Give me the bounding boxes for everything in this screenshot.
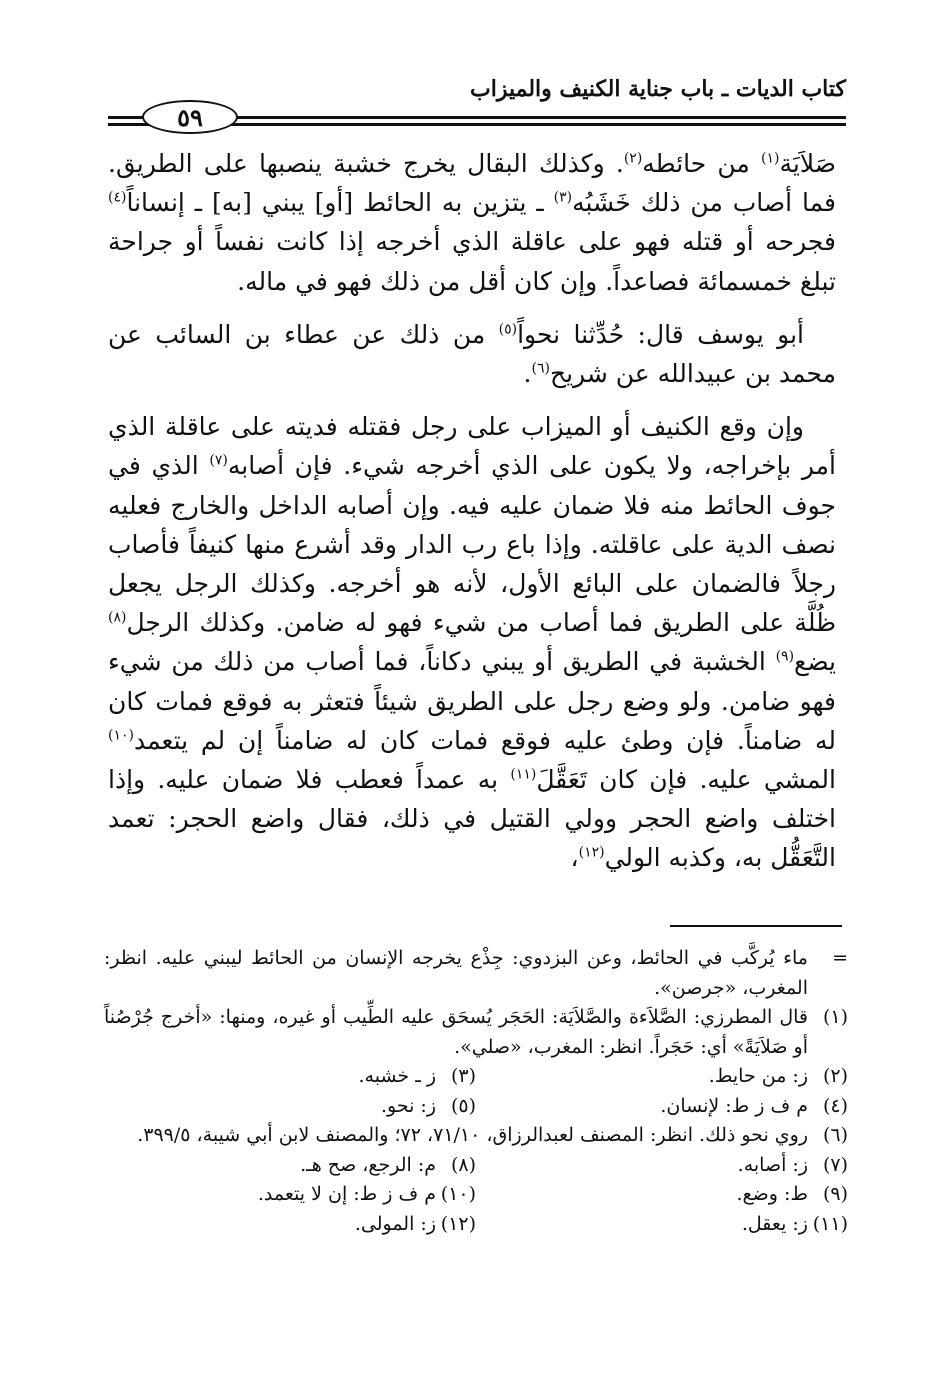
footnote-text: ط: وضع. [736,1183,808,1205]
footnote-number: (٤) [822,1094,848,1117]
footnote-text: روي نحو ذلك. انظر: المصنف لعبدالرزاق، ٧١/١٠، ٧٢؛ والمصنف لابن أبي شيبة، ٣٩٩/٥. [137,1124,808,1146]
footnote-marker: (٦) [531,360,550,377]
footnote-marker: (٢) [623,150,643,167]
text-run: من حائطه [642,149,762,178]
text-run: . وكذلك البقال يخرج خشبة ينصبها على الطريق. فما أصاب من ذلك خَشَبُه [108,149,836,218]
footnote-text: قال المطرزي: الصَّلاَءة والصَّلاَيَة: الحَجَر يُسحَق عليه الطِّيب أو غيره، ومنها: «أخرج جُرْصُناً أو صَلاَيَةً» أي: حَجَراً. انظر: المغرب، «صلي». [104,1006,808,1058]
text-run: الذي في جوف الحائط منه فلا ضمان عليه فيه. وإن أصابه الداخل والخارج فعليه نصف الدية على عاقلته. وإذا باع رب الدار وقد أشرع منها كنيفاً فأصاب رجلاً فالضمان على البائع الأول، لأنه هو أخرجه. وكذلك الرجل يجعل ظُلَّة على الطريق فما أصاب من شيء فهو له ضامن. وكذلك الرجل [108,451,836,638]
footnote-number: (٨) [450,1153,476,1176]
paragraph [108,315,836,393]
footnote-5 [104,1092,476,1122]
footnote-marker: (٣) [553,189,573,206]
footnote-8 [104,1151,476,1181]
footnote-number: (١١) [812,1212,848,1235]
footnote-number: (٧) [822,1153,848,1176]
text-run: ، [570,843,579,873]
main-text [108,144,836,878]
footnote-number: (٦) [822,1124,848,1146]
footnote-12 [104,1210,476,1240]
text-run: . [523,359,532,389]
footnote-number: (١٢) [440,1212,476,1235]
footnotes [104,944,848,1239]
footnote-9 [476,1180,848,1210]
text-run: صَلاَيَة [779,149,836,178]
footnote-1 [104,1003,848,1062]
footnote-marker: (١١) [510,766,537,783]
page-number: ٥٩ [177,102,203,132]
page-header [108,76,846,134]
text-run: فجرحه أو قتله فهو على عاقلة الذي أخرجه إذا كانت نفساً أو جراحة تبلغ خمسمائة فصاعداً. وإن كان أقل من ذلك فهو في ماله. [108,227,836,296]
footnote-11 [476,1210,848,1240]
footnote-marker: (٧) [209,453,228,470]
footnote-4 [476,1092,848,1122]
footnote-row [104,1062,848,1092]
footnote-continuation [104,944,848,1003]
text-run: المشي عليه. فإن كان تَعَقَّلَ [536,765,836,795]
footnote-row [104,1151,848,1181]
footnote-marker: (١٢) [578,845,605,862]
footnote-number: (١) [822,1006,848,1028]
footnote-number: (٢) [822,1065,848,1087]
running-title: كتاب الديات ـ باب جناية الكنيف والميزاب [470,76,846,102]
footnote-number: (٣) [450,1065,476,1087]
footnote-text: ز: نحو. [380,1094,436,1117]
footnote-text: ز ـ خشبه. [358,1065,436,1087]
footnote-number: = [832,947,848,969]
footnote-row [104,1180,848,1210]
footnote-text: ز: من حايط. [708,1065,808,1087]
footnote-text: م: الرجع، صح هـ. [300,1153,436,1176]
text-run: به عمداً فعطب فلا ضمان عليه. وإذا اختلف واضع الحجر وولي القتيل في ذلك، فقال واضع الحجر: تعمد التَّعَقُّل به، وكذبه الولي [108,765,836,873]
footnote-3 [104,1062,476,1092]
text-run: وإن وقع الكنيف أو الميزاب على رجل فقتله فديته على عاقلة الذي أمر بإخراجه، ولا يكون على الذي أخرجه شيء. فإن أصابه [108,412,836,481]
footnote-marker: (١) [761,150,780,167]
footnote-text: ز: المولى. [354,1212,436,1235]
footnote-marker: (٩) [775,649,795,666]
text-run: الخشبة في الطريق أو يبني دكاناً، فما أصاب من ذلك من شيء فهو ضامن. ولو وضع رجل على الطريق شيئاً فتعثر به فوقع فمات كان له ضامناً. فإن وطئ عليه فوقع فمات كان له ضامناً إن لم يتعمد [108,647,836,755]
paragraph [108,407,836,877]
text-run: من ذلك عن عطاء بن السائب عن محمد بن عبيدالله عن شريح [108,319,836,389]
footnote-text: ماء يُركَّب في الحائط، وعن البزدوي: جِذْع يخرجه الإنسان من الحائط ليبني عليه. انظر: المغرب، «جرصن». [104,947,808,999]
footnote-marker: (٤) [108,189,127,206]
footnote-7 [476,1151,848,1181]
text-run: يضع [794,647,836,677]
footnote-number: (٩) [822,1183,848,1205]
footnote-text: ز: يعقل. [741,1212,808,1235]
footnote-marker: (٥) [498,321,518,338]
footnote-text: م ف ز ط: إن لا يتعمد. [257,1183,436,1205]
footnote-2 [476,1062,848,1092]
footnote-marker: (٨) [108,609,127,626]
text-run: ـ يتزين به الحائط [أو] يبني [به] ـ إنساناً [126,188,554,218]
footnote-text: م ف ز ط: لإنسان. [660,1094,808,1117]
footnote-10 [104,1180,476,1210]
footnote-marker: (١٠) [108,727,134,744]
footnote-row [104,1092,848,1122]
footnote-number: (١٠) [440,1183,476,1205]
footnote-separator [670,925,842,927]
footnote-text: ز: أصابه. [737,1153,808,1176]
paragraph [108,144,836,301]
footnote-number: (٥) [450,1094,476,1117]
footnote-6 [104,1121,848,1151]
footnote-row [104,1210,848,1240]
text-run: أبو يوسف قال: حُدِّثنا نحواً [517,319,804,349]
page-number-badge [142,100,238,134]
